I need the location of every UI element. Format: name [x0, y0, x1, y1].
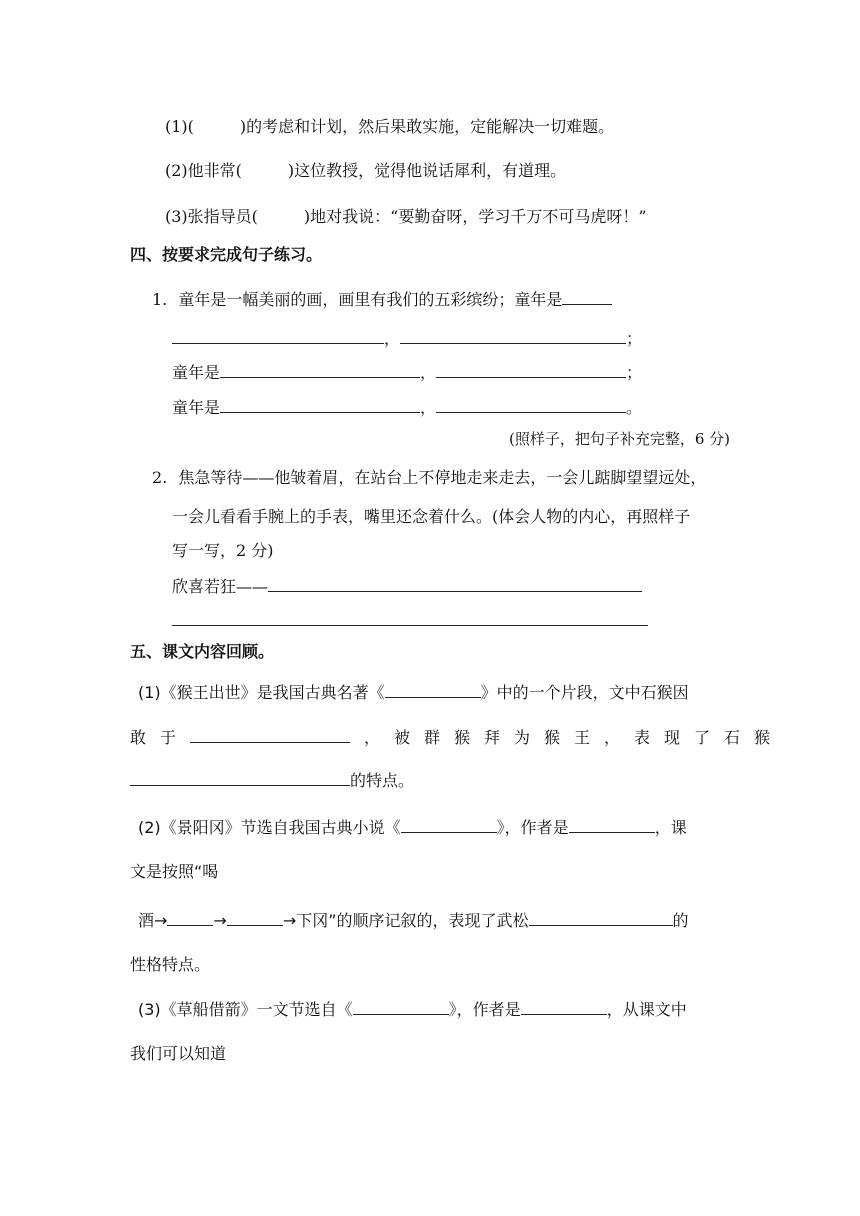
fill-question-3-text: )地对我说：“要勤奋呀，学习千万不可马虎呀！”	[303, 207, 647, 226]
semicolon: ；	[626, 329, 643, 348]
review-question-1-line-1	[138, 680, 689, 704]
review-q2-text-1: (2)《景阳冈》节选自我国古典小说《	[138, 818, 401, 837]
answer-blank[interactable]	[529, 908, 673, 926]
review-q3-text-1: (3)《草船借箭》一文节选自《	[138, 1000, 353, 1019]
item-1-second-line	[172, 326, 642, 350]
answer-blank[interactable]	[130, 768, 350, 786]
review-question-2-line-1	[138, 815, 687, 839]
fill-question-3-lead: (3)张指导员(	[165, 207, 258, 226]
answer-line[interactable]	[172, 625, 648, 626]
item-1-text: 童年是一幅美丽的画，画里有我们的五彩缤纷；童年是	[178, 290, 563, 309]
item-2-number: 2.	[152, 468, 168, 487]
fill-question-2-lead: (2)他非常(	[165, 161, 242, 180]
item-1-fourth-line	[172, 395, 642, 419]
item-1-note: (照样子，把句子补充完整，6 分)	[508, 430, 730, 448]
fill-question-2	[165, 160, 566, 182]
answer-blank[interactable]	[436, 360, 626, 378]
review-question-1-line-2	[130, 725, 784, 749]
answer-blank[interactable]	[220, 395, 420, 413]
answer-blank[interactable]	[353, 997, 449, 1015]
answer-blank[interactable]	[227, 908, 283, 926]
item-2-line-1: 焦急等待——他皱着眉，在站台上不停地走来走去，一会儿踮脚望望远处，	[178, 468, 707, 487]
answer-blank[interactable]	[190, 725, 350, 743]
review-question-2-text-8: 性格特点。	[130, 955, 211, 974]
answer-blank[interactable]	[400, 326, 626, 344]
answer-blank[interactable]	[167, 908, 213, 926]
section-5-heading: 五、课文内容回顾。	[130, 642, 275, 661]
comma: ，	[420, 363, 437, 382]
review-q2-text-2: 》，作者是	[496, 818, 569, 837]
fill-question-1-number: (1)(	[165, 117, 194, 136]
review-question-2-line-3	[138, 908, 689, 932]
review-question-2-text-4: 文是按照“喝	[130, 862, 219, 881]
review-q3-text-2: 》，作者是	[448, 1000, 521, 1019]
comma: ，	[384, 329, 401, 348]
review-q1-text-4: ，被群猴拜为猴王，表现了石猴	[364, 728, 785, 747]
review-q1-text-2: 》中的一个片段，文中石猴因	[480, 683, 689, 702]
review-q3-text-3: ，从课文中	[606, 1000, 687, 1019]
comma: ，	[420, 398, 437, 417]
fill-question-3	[165, 206, 647, 228]
answer-blank[interactable]	[268, 574, 642, 592]
item-2-line-2: 一会儿看看手腕上的手表，嘴里还念着什么。(体会人物的内心，再照样子	[172, 507, 691, 526]
sentence-lead: 童年是	[172, 398, 221, 417]
section-4-heading: 四、按要求完成句子练习。	[130, 245, 323, 264]
review-q1-text-5: 的特点。	[350, 771, 415, 790]
fill-question-1-text: )的考虑和计划，然后果敢实施，定能解决一切难题。	[239, 117, 615, 136]
sentence-lead: 童年是	[172, 363, 221, 382]
item-1-first-line	[152, 287, 612, 311]
answer-blank[interactable]	[172, 326, 384, 344]
answer-blank[interactable]	[562, 287, 612, 305]
fill-question-1	[165, 116, 614, 138]
answer-blank[interactable]	[385, 680, 481, 698]
answer-blank[interactable]	[569, 815, 655, 833]
review-q1-text-1: (1)《猴王出世》是我国古典名著《	[138, 683, 385, 702]
review-question-3-text-4: 我们可以知道	[130, 1044, 227, 1063]
fill-question-2-text: )这位教授，觉得他说话犀利，有道理。	[287, 161, 567, 180]
item-2-prompt-line	[172, 574, 642, 598]
review-q2-text-7: 的	[672, 911, 689, 930]
answer-blank[interactable]	[436, 395, 626, 413]
period: 。	[626, 398, 643, 417]
review-q2-text-5: 酒→	[138, 911, 168, 930]
item-2-prompt: 欣喜若狂——	[172, 577, 269, 596]
review-question-3-line-1	[138, 997, 687, 1021]
semicolon: ；	[626, 363, 643, 382]
review-question-1-line-3	[130, 768, 414, 792]
review-q2-text-6: →下冈”的顺序记叙的，表现了武松	[282, 911, 529, 930]
arrow: →	[213, 911, 227, 930]
answer-blank[interactable]	[401, 815, 497, 833]
answer-blank[interactable]	[220, 360, 420, 378]
review-q1-text-3: 敢于	[130, 728, 191, 747]
item-1-number: 1.	[152, 290, 168, 309]
item-2-first-line	[152, 467, 706, 489]
item-1-third-line	[172, 360, 642, 384]
item-2-line-3: 写一写，2 分)	[172, 541, 274, 560]
answer-blank[interactable]	[521, 997, 607, 1015]
review-q2-text-3: ，课	[654, 818, 687, 837]
